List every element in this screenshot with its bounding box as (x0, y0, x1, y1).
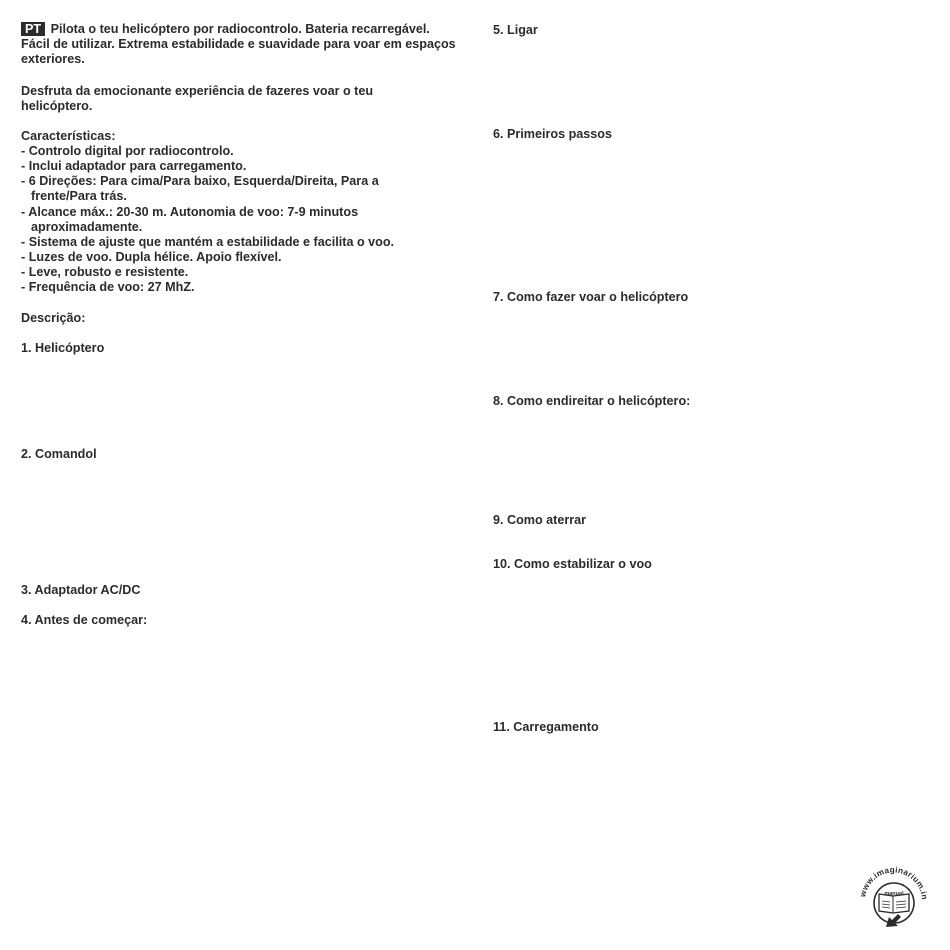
section-heading-stabilize: 10. Como estabilizar o voo (493, 557, 652, 571)
intro-text: Pilota o teu helicóptero por radiocontrolo. Bateria recarregável. Fácil de utilizar. Extrema estabilidade e suavidade para voar em espaços exteriores. (21, 22, 456, 67)
section-heading-remote: 2. Comandol (21, 447, 97, 461)
feature-line: - Inclui adaptador para carregamento. (21, 159, 247, 173)
section-heading-first-steps: 6. Primeiros passos (493, 127, 613, 141)
feature-item (21, 174, 441, 204)
feature-line-continued: frente/Para trás. (31, 189, 127, 204)
feature-item (21, 280, 441, 295)
feature-item (21, 250, 441, 265)
svg-text:manual: manual (884, 891, 904, 897)
description-heading: Descrição: (21, 311, 86, 325)
intro-paragraph (21, 22, 461, 68)
feature-item (21, 144, 441, 159)
feature-item (21, 205, 441, 235)
section-heading-adapter: 3. Adaptador AC/DC (21, 583, 141, 597)
section-heading-power-on: 5. Ligar (493, 23, 538, 37)
section-heading-helicopter: 1. Helicóptero (21, 341, 105, 355)
section-heading-before-start: 4. Antes de começar: (21, 613, 148, 627)
svg-text:www.imaginarium.info: www.imaginarium.in (858, 865, 930, 901)
feature-line: - Frequência de voo: 27 MhZ. (21, 280, 195, 294)
feature-line: - Leve, robusto e resistente. (21, 265, 189, 279)
feature-line: - Luzes de voo. Dupla hélice. Apoio flexível. (21, 250, 282, 264)
section-heading-straighten: 8. Como endireitar o helicóptero: (493, 394, 691, 408)
feature-line: - Sistema de ajuste que mantém a estabilidade e facilita o voo. (21, 235, 395, 249)
feature-line: - Alcance máx.: 20-30 m. Autonomia de voo: 7-9 minutos (21, 205, 359, 219)
feature-item (21, 265, 441, 280)
section-heading-charging: 11. Carregamento (493, 720, 599, 734)
section-heading-landing: 9. Como aterrar (493, 513, 587, 527)
language-badge: PT (21, 22, 45, 36)
feature-line: - Controlo digital por radiocontrolo. (21, 144, 234, 158)
feature-item (21, 235, 441, 250)
imaginarium-manual-logo (856, 857, 930, 931)
feature-item (21, 159, 441, 174)
manual-book-icon (856, 857, 930, 931)
feature-line-continued: aproximadamente. (31, 220, 143, 235)
features-heading: Características: (21, 129, 116, 143)
section-heading-how-to-fly: 7. Como fazer voar o helicóptero (493, 290, 689, 304)
feature-line: - 6 Direções: Para cima/Para baixo, Esquerda/Direita, Para a (21, 174, 379, 188)
tagline: Desfruta da emocionante experiência de fazeres voar o teu helicóptero. (21, 84, 374, 114)
